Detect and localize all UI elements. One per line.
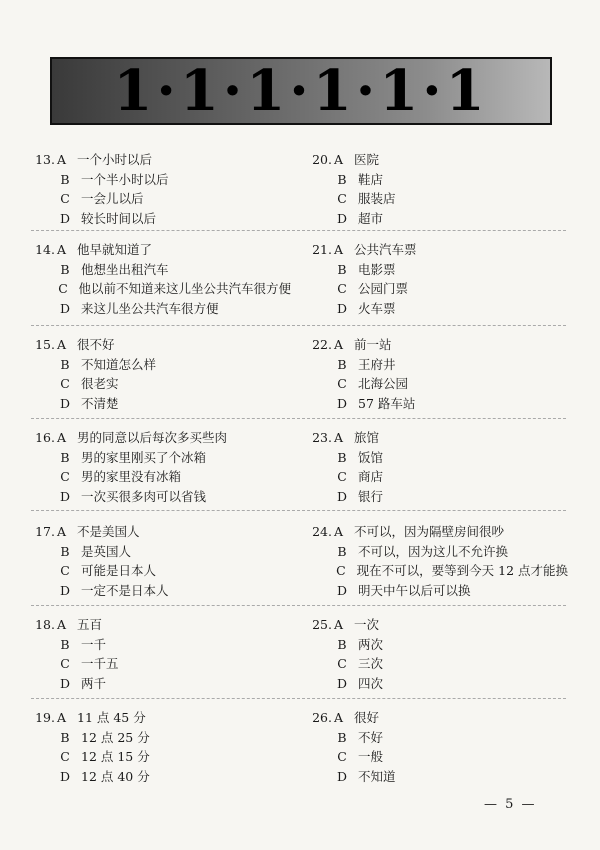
- answer-option: [308, 708, 568, 728]
- section-divider: [31, 510, 566, 511]
- question-number: [308, 542, 332, 562]
- answer-option: [308, 335, 568, 355]
- question-number: [31, 747, 55, 767]
- answer-option: [308, 467, 568, 487]
- option-letter: C: [337, 281, 347, 296]
- option-letter: A: [334, 524, 344, 539]
- answer-option: [31, 170, 291, 190]
- question: [308, 335, 568, 413]
- option-text: 11 点 45 分: [77, 710, 146, 725]
- option-text: 服装店: [358, 191, 396, 206]
- answer-option: [308, 279, 568, 299]
- option-text: 两次: [358, 636, 384, 652]
- answer-option: [31, 654, 291, 674]
- option-letter: D: [336, 300, 348, 316]
- option-letter: A: [334, 337, 344, 352]
- option-letter: A: [57, 524, 67, 539]
- question-number: [308, 448, 332, 468]
- option-letter: B: [60, 171, 70, 187]
- answer-option: [31, 674, 291, 694]
- answer-option: [31, 448, 291, 468]
- option-letter: D: [59, 488, 71, 504]
- question-number: [308, 728, 332, 748]
- option-text: 不清楚: [81, 395, 119, 411]
- option-text: 他以前不知道来这儿坐公共汽车很方便: [78, 281, 291, 296]
- option-text: 王府井: [358, 356, 396, 372]
- option-text: 很老实: [81, 376, 119, 391]
- question-number: [308, 747, 332, 767]
- question-number: [308, 279, 332, 299]
- answer-option: [308, 615, 568, 635]
- question-number: [308, 209, 332, 229]
- answer-option: [31, 299, 291, 319]
- question: [308, 522, 568, 600]
- option-text: 他想坐出租汽车: [81, 261, 169, 277]
- question-number: 21.: [312, 242, 332, 257]
- option-text: 一次: [354, 617, 380, 632]
- question-number: 25.: [312, 617, 332, 632]
- option-text: 可能是日本人: [81, 563, 157, 578]
- answer-option: [31, 355, 291, 375]
- option-text: 商店: [358, 469, 384, 484]
- answer-option: [31, 728, 291, 748]
- answer-option: [31, 240, 291, 260]
- question-number: [308, 394, 332, 414]
- option-text: 五百: [77, 617, 103, 632]
- option-letter: C: [58, 281, 68, 296]
- section-divider: [31, 605, 566, 606]
- option-letter: D: [336, 210, 348, 226]
- option-text: 公共汽车票: [354, 242, 417, 257]
- option-letter: D: [59, 210, 71, 226]
- answer-option: [31, 635, 291, 655]
- answer-option: [308, 674, 568, 694]
- option-letter: B: [337, 543, 347, 559]
- option-text: 很不好: [77, 337, 115, 352]
- question-number: [31, 299, 55, 319]
- answer-option: [31, 767, 291, 787]
- option-letter: C: [337, 656, 347, 671]
- option-letter: B: [337, 636, 347, 652]
- question-number: [31, 394, 55, 414]
- question-number: [31, 448, 55, 468]
- option-letter: B: [60, 543, 70, 559]
- answer-option: [308, 260, 568, 280]
- option-letter: D: [336, 675, 348, 691]
- option-letter: C: [60, 749, 70, 764]
- option-text: 饭馆: [358, 449, 384, 465]
- answer-option: [31, 487, 291, 507]
- question: [308, 615, 568, 693]
- question: [31, 522, 291, 600]
- answer-option: [308, 487, 568, 507]
- section-divider: [31, 418, 566, 419]
- question-number: [31, 170, 55, 190]
- option-text: 来这儿坐公共汽车很方便: [81, 300, 219, 316]
- option-letter: D: [59, 582, 71, 598]
- question-number: 20.: [312, 152, 332, 167]
- answer-option: [31, 561, 291, 581]
- option-text: 明天中午以后可以换: [358, 582, 471, 598]
- option-letter: B: [60, 636, 70, 652]
- option-letter: B: [60, 356, 70, 372]
- question-number: [308, 767, 332, 787]
- question: [31, 240, 291, 318]
- option-text: 一千: [81, 636, 107, 652]
- option-letter: D: [336, 768, 348, 784]
- option-text: 不好: [358, 729, 384, 745]
- question: [308, 708, 568, 786]
- question-number: [31, 355, 55, 375]
- banner-title: 1·1·1·1·1·1: [113, 58, 489, 124]
- question-number: [31, 581, 55, 601]
- option-text: 一会儿以后: [81, 191, 144, 206]
- answer-option: [31, 467, 291, 487]
- option-letter: D: [59, 768, 71, 784]
- answer-option: [31, 150, 291, 170]
- option-text: 医院: [354, 152, 380, 167]
- option-text: 很好: [354, 710, 380, 725]
- option-letter: B: [337, 261, 347, 277]
- question: [31, 150, 291, 228]
- answer-option: [31, 189, 291, 209]
- question-number: [31, 542, 55, 562]
- option-text: 火车票: [358, 300, 396, 316]
- answer-option: [31, 260, 291, 280]
- option-text: 12 点 25 分: [81, 729, 150, 745]
- answer-option: [31, 615, 291, 635]
- question-number: [31, 674, 55, 694]
- page-number: — 5 —: [484, 797, 537, 812]
- option-text: 超市: [358, 210, 384, 226]
- question-number: [31, 209, 55, 229]
- option-letter: C: [337, 376, 347, 391]
- option-letter: C: [337, 191, 347, 206]
- option-text: 他早就知道了: [77, 242, 153, 257]
- question-number: [31, 189, 55, 209]
- option-letter: D: [59, 395, 71, 411]
- option-letter: B: [60, 449, 70, 465]
- answer-option: [308, 240, 568, 260]
- option-text: 电影票: [358, 261, 396, 277]
- option-text: 四次: [358, 675, 384, 691]
- option-text: 一千五: [81, 656, 119, 671]
- option-letter: B: [337, 171, 347, 187]
- option-letter: C: [60, 656, 70, 671]
- section-banner: [50, 57, 552, 125]
- option-text: 男的同意以后每次多买些肉: [77, 430, 228, 445]
- option-letter: A: [334, 710, 344, 725]
- answer-option: [308, 635, 568, 655]
- option-letter: C: [60, 376, 70, 391]
- option-letter: C: [337, 749, 347, 764]
- answer-option: [31, 522, 291, 542]
- question-number: [31, 487, 55, 507]
- option-letter: D: [59, 675, 71, 691]
- option-text: 不是美国人: [77, 524, 140, 539]
- question-number: [308, 467, 332, 487]
- question-number: 24.: [312, 524, 332, 539]
- option-letter: C: [60, 469, 70, 484]
- question: [308, 428, 568, 506]
- question-number: [308, 170, 332, 190]
- option-letter: B: [60, 261, 70, 277]
- answer-option: [31, 209, 291, 229]
- option-text: 不可以，因为这儿不允许换: [358, 543, 509, 559]
- option-text: 一个小时以后: [77, 152, 153, 167]
- answer-option: [31, 335, 291, 355]
- option-letter: C: [336, 563, 346, 578]
- answer-option: [308, 561, 568, 581]
- section-divider: [31, 698, 566, 699]
- question-number: 16.: [35, 430, 55, 445]
- section-divider: [31, 230, 566, 231]
- answer-option: [308, 150, 568, 170]
- option-text: 男的家里没有冰箱: [81, 469, 182, 484]
- option-letter: A: [57, 710, 67, 725]
- answer-option: [308, 728, 568, 748]
- option-letter: A: [57, 430, 67, 445]
- option-text: 是英国人: [81, 543, 132, 559]
- option-letter: A: [57, 152, 67, 167]
- answer-option: [308, 654, 568, 674]
- answer-option: [31, 428, 291, 448]
- answer-option: [308, 209, 568, 229]
- section-divider: [31, 325, 566, 326]
- answer-option: [308, 747, 568, 767]
- question-number: [31, 654, 55, 674]
- option-letter: D: [336, 488, 348, 504]
- answer-option: [31, 708, 291, 728]
- question-number: [308, 299, 332, 319]
- option-text: 57 路车站: [358, 395, 416, 411]
- option-letter: B: [337, 729, 347, 745]
- question: [308, 240, 568, 318]
- question-number: [31, 260, 55, 280]
- option-letter: A: [57, 242, 67, 257]
- question-number: [31, 279, 54, 299]
- answer-option: [308, 767, 568, 787]
- question-number: [308, 561, 331, 581]
- question-number: 14.: [35, 242, 55, 257]
- answer-option: [308, 299, 568, 319]
- option-letter: A: [334, 152, 344, 167]
- answer-option: [308, 542, 568, 562]
- question-number: [308, 355, 332, 375]
- answer-option: [31, 747, 291, 767]
- question: [31, 428, 291, 506]
- option-letter: A: [57, 337, 67, 352]
- option-text: 北海公园: [358, 376, 409, 391]
- option-text: 三次: [358, 656, 384, 671]
- answer-option: [308, 170, 568, 190]
- option-text: 不知道: [358, 768, 396, 784]
- question-number: [31, 467, 55, 487]
- question-number: [308, 674, 332, 694]
- question-number: [31, 767, 55, 787]
- question-number: [31, 635, 55, 655]
- option-letter: A: [334, 242, 344, 257]
- question-number: 23.: [312, 430, 332, 445]
- option-letter: B: [337, 356, 347, 372]
- question-number: [31, 728, 55, 748]
- answer-option: [31, 279, 291, 299]
- option-letter: A: [334, 430, 344, 445]
- option-text: 不知道怎么样: [81, 356, 157, 372]
- option-letter: B: [337, 449, 347, 465]
- answer-option: [31, 394, 291, 414]
- question-number: 19.: [35, 710, 55, 725]
- option-text: 12 点 40 分: [81, 768, 150, 784]
- option-text: 一般: [358, 749, 384, 764]
- option-text: 一个半小时以后: [81, 171, 169, 187]
- answer-option: [308, 448, 568, 468]
- option-text: 现在不可以，要等到今天 12 点才能换: [356, 563, 568, 578]
- question-number: [308, 374, 332, 394]
- option-letter: C: [60, 563, 70, 578]
- question: [31, 335, 291, 413]
- answer-option: [308, 394, 568, 414]
- option-text: 男的家里刚买了个冰箱: [81, 449, 207, 465]
- question-number: 15.: [35, 337, 55, 352]
- option-text: 旅馆: [354, 430, 380, 445]
- question-number: 13.: [35, 152, 55, 167]
- question-number: [31, 561, 55, 581]
- answer-option: [31, 374, 291, 394]
- answer-option: [31, 581, 291, 601]
- option-text: 银行: [358, 488, 384, 504]
- option-letter: D: [59, 300, 71, 316]
- question-number: 18.: [35, 617, 55, 632]
- option-text: 公园门票: [358, 281, 409, 296]
- question-number: [308, 260, 332, 280]
- question-number: 17.: [35, 524, 55, 539]
- question-number: 22.: [312, 337, 332, 352]
- option-text: 鞋店: [358, 171, 384, 187]
- question-number: [308, 635, 332, 655]
- option-text: 一次买很多肉可以省钱: [81, 488, 207, 504]
- option-text: 12 点 15 分: [81, 749, 150, 764]
- question-number: [308, 581, 332, 601]
- question-number: [308, 189, 332, 209]
- answer-option: [308, 428, 568, 448]
- answer-option: [308, 581, 568, 601]
- option-text: 一定不是日本人: [81, 582, 169, 598]
- answer-option: [31, 542, 291, 562]
- option-text: 两千: [81, 675, 107, 691]
- option-letter: A: [334, 617, 344, 632]
- option-text: 较长时间以后: [81, 210, 157, 226]
- question-number: [308, 487, 332, 507]
- option-letter: C: [60, 191, 70, 206]
- option-letter: D: [336, 395, 348, 411]
- answer-option: [308, 355, 568, 375]
- question-number: [308, 654, 332, 674]
- question: [308, 150, 568, 228]
- answer-option: [308, 189, 568, 209]
- option-letter: A: [57, 617, 67, 632]
- option-text: 不可以，因为隔壁房间很吵: [354, 524, 505, 539]
- answer-option: [308, 374, 568, 394]
- question: [31, 708, 291, 786]
- option-letter: C: [337, 469, 347, 484]
- option-letter: B: [60, 729, 70, 745]
- option-text: 前一站: [354, 337, 392, 352]
- option-letter: D: [336, 582, 348, 598]
- answer-option: [308, 522, 568, 542]
- question-number: 26.: [312, 710, 332, 725]
- question-number: [31, 374, 55, 394]
- question: [31, 615, 291, 693]
